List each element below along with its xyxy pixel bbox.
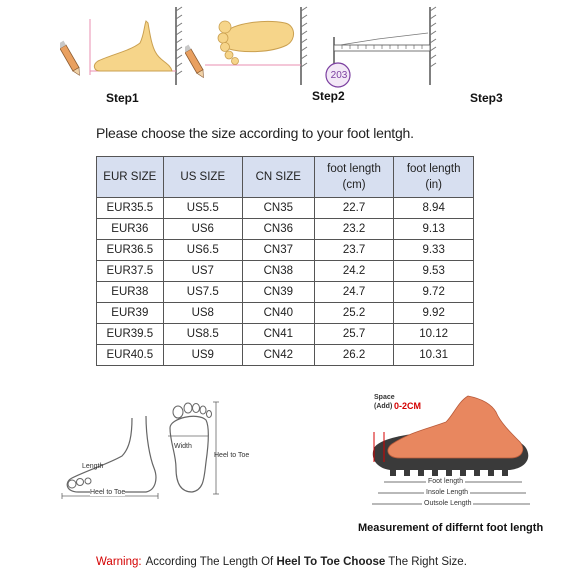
warning-label: Warning: [96,556,142,568]
table-cell: CN36 [242,219,314,240]
step3-label: Step3 [470,91,503,105]
length-label: Length [82,463,104,470]
table-cell: US7 [163,261,242,282]
outsole-length-label: Outsole Length [424,500,472,507]
table-cell: EUR39 [97,303,164,324]
space-add-label: (Add) [374,403,393,410]
table-cell: US8 [163,303,242,324]
table-cell: CN37 [242,240,314,261]
foot-length-label: Foot length [428,478,464,485]
size-chart-header-row [97,157,474,198]
header-foot-length-in: foot length (in) [394,157,474,198]
warning-note [96,556,467,568]
table-row [97,198,474,219]
table-cell: EUR38 [97,282,164,303]
header-foot-length-cm: foot length (cm) [314,157,394,198]
table-cell: US6 [163,219,242,240]
warning-bold-choose: Choose [343,556,386,568]
table-row [97,345,474,366]
table-cell: 24.7 [314,282,394,303]
table-cell: CN40 [242,303,314,324]
size-instruction-heading: Please choose the size according to your foot lentgh. [96,125,414,141]
warning-bold-heel-to-toe: Heel To Toe [276,556,340,568]
table-cell: 25.7 [314,324,394,345]
space-label: Space [374,394,395,401]
width-label: Width [174,443,192,450]
step1-illustration [60,5,185,90]
size-chart-table [96,156,474,366]
table-cell: 23.7 [314,240,394,261]
table-cell: CN41 [242,324,314,345]
warning-text-pre: According The Length Of [145,556,277,568]
table-cell: US8.5 [163,324,242,345]
table-row [97,324,474,345]
table-cell: US9 [163,345,242,366]
table-row [97,261,474,282]
step2-illustration [185,5,310,90]
header-us-size: US SIZE [163,157,242,198]
table-cell: CN39 [242,282,314,303]
table-cell: 26.2 [314,345,394,366]
table-cell: 24.2 [314,261,394,282]
shoe-measure-diagram [350,392,550,517]
table-cell: 10.31 [394,345,474,366]
table-cell: 9.72 [394,282,474,303]
table-cell: US5.5 [163,198,242,219]
table-row [97,240,474,261]
table-row [97,303,474,324]
step2-label: Step2 [312,89,345,103]
table-cell: EUR36 [97,219,164,240]
table-cell: 9.13 [394,219,474,240]
table-cell: EUR39.5 [97,324,164,345]
step2-measure-badge: 203 [330,70,348,81]
shoe-diagram-caption: Measurement of differnt foot length [358,522,544,534]
table-cell: EUR35.5 [97,198,164,219]
table-row [97,282,474,303]
table-cell: CN38 [242,261,314,282]
table-cell: 8.94 [394,198,474,219]
table-cell: 23.2 [314,219,394,240]
table-cell: US7.5 [163,282,242,303]
table-cell: EUR36.5 [97,240,164,261]
heel-to-toe-left-label: Heel to Toe [90,489,126,496]
warning-text-post: The Right Size. [385,556,467,568]
header-eur-size: EUR SIZE [97,157,164,198]
table-row [97,219,474,240]
table-cell: CN42 [242,345,314,366]
table-cell: 9.53 [394,261,474,282]
table-cell: 22.7 [314,198,394,219]
table-cell: EUR37.5 [97,261,164,282]
table-cell: 9.92 [394,303,474,324]
table-cell: 10.12 [394,324,474,345]
table-cell: CN35 [242,198,314,219]
table-cell: US6.5 [163,240,242,261]
insole-length-label: Insole Length [426,489,469,496]
space-value-label: 0-2CM [394,401,422,411]
table-cell: 25.2 [314,303,394,324]
table-cell: EUR40.5 [97,345,164,366]
heel-to-toe-right-label: Heel to Toe [214,452,250,459]
table-cell: 9.33 [394,240,474,261]
step1-label: Step1 [106,91,139,105]
header-cn-size: CN SIZE [242,157,314,198]
